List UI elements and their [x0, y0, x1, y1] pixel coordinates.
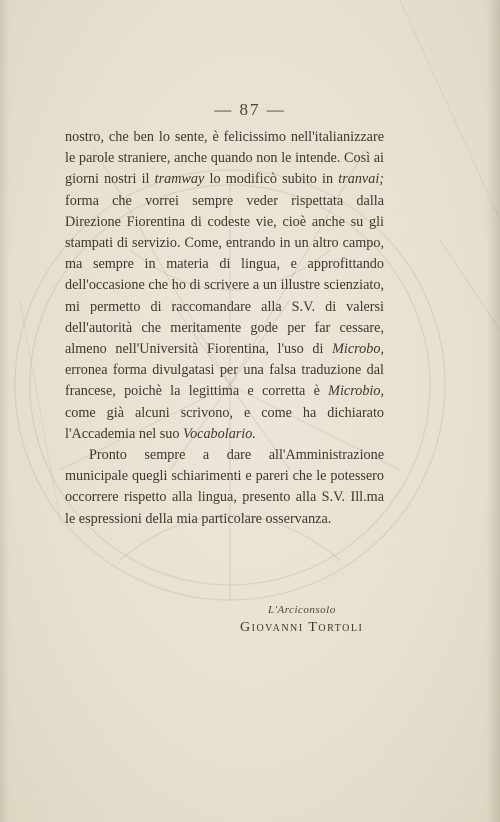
italic-word-microbo: Microbo,: [332, 341, 384, 358]
signature-name: Giovanni Tortoli: [240, 620, 364, 635]
italic-word-microbio: Microbio,: [328, 383, 384, 400]
page-edge-right: [486, 0, 500, 822]
italic-word-vocabolario: Vocabolario.: [182, 425, 256, 442]
paragraph-1-text: forma che vorrei sempre veder rispettata dalla Direzione Fiorentina di codeste vie, cioè anche su gli stampati di servizio. Come, entrando in un altro campo, ma sempre in materia di lingua, e approfittando dell'occasione che ho di scrivere a un illustre scienziato, mi permetto di raccomandare alla S.V. di valersi dell'autorità che meritamente gode per far cessare, almeno nell'Università Fiorentina, l'uso di: [65, 192, 384, 358]
italic-word-tranvai: tranvai;: [338, 171, 384, 188]
paragraph-1-text: come già alcuni scrivono, e come ha dichiarato l'Accademia nel suo: [65, 404, 384, 442]
paragraph-1: [65, 127, 384, 445]
paragraph-1-text: erronea forma divulgatasi per una falsa traduzione dal francese, poichè la legittima e corretta è: [65, 362, 384, 400]
body-text: [65, 127, 384, 530]
signature-title: L'Arciconsolo: [268, 604, 336, 616]
italic-word-tramway: tramway: [154, 171, 205, 188]
paragraph-1-text: nostro, che ben lo sente, è felicissimo nell'italianizzare le parole straniere, anche quando non le intende. Così ai giorni nostri il: [65, 129, 384, 188]
page-edge-left: [0, 0, 10, 822]
paragraph-1-text: lo modificò subito in: [204, 171, 339, 188]
paragraph-2: Pronto sempre a dare all'Amministrazione municipale quegli schiarimenti e pareri che le potessero occorrere rispetto alla lingua, presento alla S.V. Ill.ma le espressioni della mia particolare osservanza.: [65, 447, 384, 527]
page-number: — 87 —: [214, 100, 286, 119]
